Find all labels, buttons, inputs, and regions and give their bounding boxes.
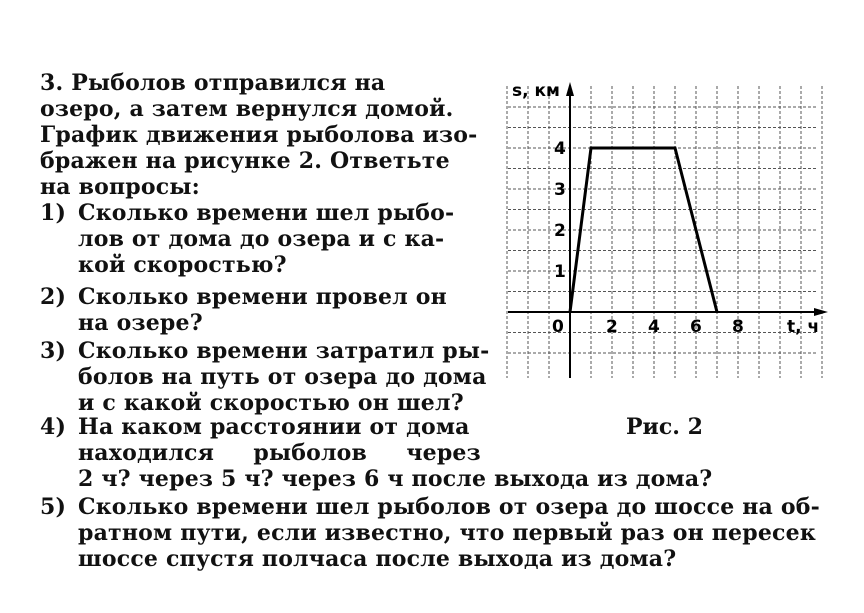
- intro-line: 3. Рыболов отправился на: [40, 70, 386, 96]
- distance-time-graph: [500, 78, 830, 382]
- y-tick-label: 4: [554, 139, 566, 159]
- question-line: Сколько времени шел рыбо-: [78, 200, 455, 226]
- question-line: ратном пути, если известно, что первый раз он пересек: [78, 520, 816, 546]
- y-axis-arrow: [566, 82, 574, 96]
- question-line: на озере?: [78, 310, 203, 336]
- figure-caption: Рис. 2: [626, 414, 703, 440]
- intro-line: на вопросы:: [40, 174, 200, 200]
- y-tick-label: 3: [554, 180, 566, 200]
- y-axis-label: s, км: [512, 81, 560, 101]
- y-tick-label: 1: [554, 262, 566, 282]
- question-line: Сколько времени затратил ры-: [78, 338, 490, 364]
- question-line: болов на путь от озера до дома: [78, 364, 487, 390]
- intro-line: бражен на рисунке 2. Ответьте: [40, 148, 450, 174]
- question-number: 3): [40, 338, 67, 364]
- x-axis-arrow: [814, 308, 828, 316]
- question-line: шоссе спустя полчаса после выхода из дома?: [78, 546, 677, 572]
- question-line: находился рыболов через: [78, 440, 481, 466]
- x-tick-label: 4: [648, 317, 660, 337]
- question-number: 5): [40, 494, 67, 520]
- question-line: Сколько времени шел рыболов от озера до шоссе на об-: [78, 494, 820, 520]
- x-tick-label: 8: [732, 317, 744, 337]
- intro-line: График движения рыболова изо-: [40, 122, 478, 148]
- question-number: 1): [40, 200, 67, 226]
- question-line: лов от дома до озера и с ка-: [78, 226, 445, 252]
- question-line: 2 ч? через 5 ч? через 6 ч после выхода из дома?: [78, 466, 713, 492]
- x-tick-label: 0: [552, 317, 564, 337]
- question-line: и с какой скоростью он шел?: [78, 390, 464, 416]
- question-line: кой скоростью?: [78, 252, 287, 278]
- intro-line: озеро, а затем вернулся домой.: [40, 96, 454, 122]
- question-number: 4): [40, 414, 67, 440]
- x-axis-label: t, ч: [787, 317, 820, 337]
- x-tick-label: 6: [690, 317, 702, 337]
- x-tick-label: 2: [606, 317, 618, 337]
- y-tick-label: 2: [554, 221, 566, 241]
- question-line: На каком расстоянии от дома: [78, 414, 470, 440]
- question-number: 2): [40, 284, 67, 310]
- question-line: Сколько времени провел он: [78, 284, 447, 310]
